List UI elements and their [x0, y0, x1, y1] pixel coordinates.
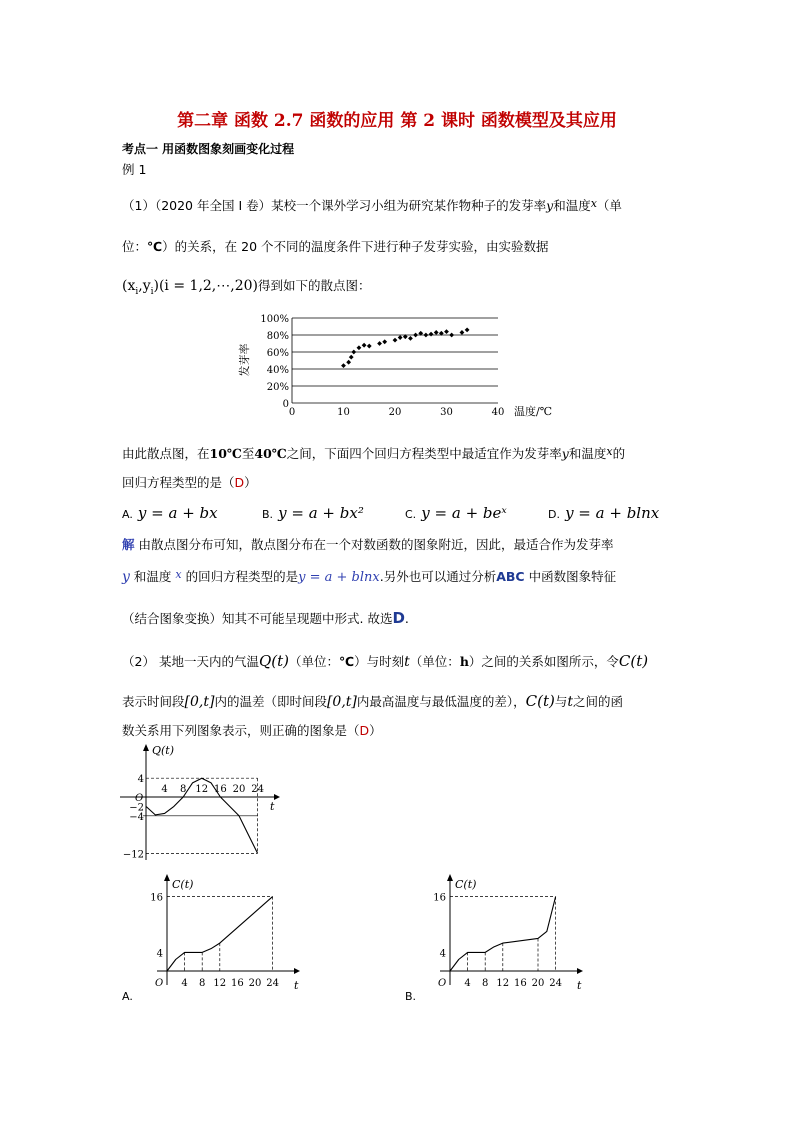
- q1-answer: D: [234, 475, 245, 490]
- scatter-ytick-label: 40%: [266, 365, 289, 376]
- scatter-point: [393, 338, 398, 343]
- scatter-xtick-label: 20: [388, 407, 402, 418]
- scatter-chart: [230, 308, 570, 420]
- ct-xlabel: t: [294, 979, 299, 992]
- qt-xtick-label: 12: [195, 784, 209, 795]
- q1-option-a: A. y = a + bx: [122, 504, 218, 522]
- scatter-point: [346, 360, 351, 365]
- scatter-point: [444, 329, 449, 334]
- q1-line2: 位：℃）的关系，在 20 个不同的温度条件下进行种子发芽实验，由实验数据: [122, 239, 549, 254]
- scatter-point: [357, 345, 362, 350]
- scatter-point: [429, 332, 434, 337]
- scatter-xtick-label: 30: [440, 407, 453, 418]
- scatter-point: [424, 333, 429, 338]
- q1-option-c: C. y = a + beˣ: [405, 504, 507, 522]
- ct-graph-a: [122, 872, 312, 992]
- scatter-point: [408, 336, 413, 341]
- data-expression: $(x_i,y_i)(i$ = 1,2,⋯,20): [122, 278, 258, 297]
- scatter-point: [362, 343, 367, 348]
- qt-ytick-label: −4: [129, 811, 144, 823]
- ct-ytick-label: 4: [439, 948, 446, 960]
- scatter-ylabel: 发芽率: [238, 343, 251, 377]
- scatter-point: [377, 341, 382, 346]
- q1-solution-line2: y 和温度 x 的回归方程类型的是y = a + blnx.另外也可以通过分析ABC 中函数图象特征: [122, 568, 617, 585]
- ct-xtick-label: 16: [231, 978, 244, 989]
- ct-graph-b: [405, 872, 595, 992]
- qt-ytick-label: 4: [137, 774, 144, 786]
- qt-xaxis-arrow: [274, 794, 280, 800]
- scatter-ytick-label: 20%: [266, 382, 289, 393]
- scatter-point: [341, 363, 346, 368]
- ct-ytick-label: 16: [150, 892, 163, 904]
- ct-origin: O: [438, 978, 447, 989]
- section-heading: 考点一 用函数图象刻画变化过程: [122, 142, 295, 156]
- qt-xtick-label: 24: [251, 784, 264, 795]
- ct-ytick-label: 4: [156, 948, 163, 960]
- q2-line2: 表示时间段[0,t]内的温差（即时间段[0,t]内最高温度与最低温度的差），C(t)与t之间的函: [122, 692, 624, 710]
- q1-question-line1: 由此散点图，在10℃至40℃之间，下面四个回归方程类型中最适宜作为发芽率y和温度x的: [122, 445, 626, 461]
- ct-xtick-label: 16: [514, 978, 527, 989]
- option-a-label: A.: [122, 990, 133, 1003]
- qt-ytick-label: −12: [122, 849, 144, 861]
- ct-xtick-label: 24: [549, 978, 562, 989]
- scatter-point: [413, 333, 418, 338]
- q1-solution-line1: 解 由散点图分布可知，散点图分布在一个对数函数的图象附近，因此，最适合作为发芽率: [122, 537, 614, 552]
- ct-ylabel: C(t): [455, 878, 477, 891]
- q1-line3: $(x_i,y_i)(i$ = 1,2,⋯,20)得到如下的散点图：: [122, 278, 371, 297]
- scatter-ytick-label: 60%: [266, 348, 289, 359]
- qt-xtick-label: 4: [161, 784, 168, 795]
- qt-origin: O: [135, 793, 144, 804]
- q1-line1: （1）（2020 年全国 I 卷）某校一个课外学习小组为研究某作物种子的发芽率y和温度x（单: [122, 197, 622, 213]
- qt-xtick-label: 16: [214, 784, 227, 795]
- ct-xaxis-arrow: [294, 968, 300, 974]
- ct-xtick-label: 12: [496, 978, 510, 989]
- ct-xaxis-arrow: [577, 968, 583, 974]
- ct-xtick-label: 24: [266, 978, 279, 989]
- scatter-ytick-label: 0: [282, 399, 289, 410]
- scatter-xtick-label: 0: [288, 407, 296, 418]
- q1-solution-line3: （结合图象变换）知其不可能呈现题中形式. 故选D.: [122, 609, 409, 627]
- scatter-xlabel: 温度/℃: [514, 405, 553, 418]
- scatter-point: [367, 344, 372, 349]
- q2-answer: D: [359, 723, 370, 738]
- solution-tag: 解: [122, 537, 135, 552]
- ct-xtick-label: 20: [531, 978, 545, 989]
- q1-option-d: D. y = a + blnx: [548, 504, 660, 522]
- scatter-point: [382, 339, 387, 344]
- page-title: 第二章 函数 2.7 函数的应用 第 2 课时 函数模型及其应用: [177, 111, 617, 131]
- qt-yaxis-arrow: [143, 744, 149, 751]
- example-label: 例 1: [122, 162, 147, 177]
- qt-xtick-label: 8: [180, 784, 187, 795]
- qt-xtick-label: 20: [232, 784, 246, 795]
- scatter-point: [449, 333, 454, 338]
- scatter-point: [465, 328, 470, 333]
- ct-ytick-label: 16: [433, 892, 446, 904]
- ct-xtick-label: 12: [213, 978, 227, 989]
- scatter-point: [434, 330, 439, 335]
- scatter-point: [460, 330, 465, 335]
- scatter-ytick-label: 100%: [260, 314, 289, 325]
- q2-line3: 数关系用下列图象表示，则正确的图象是（D）: [122, 723, 382, 738]
- ct-yaxis-arrow: [447, 874, 453, 881]
- q1-question-line2: 回归方程类型的是（D）: [122, 475, 257, 490]
- qt-ylabel: Q(t): [152, 744, 175, 757]
- qt-xlabel: t: [270, 800, 275, 813]
- ct-xtick-label: 4: [181, 978, 188, 989]
- q2-line1: （2） 某地一天内的气温Q(t)（单位：℃）与时刻t（单位：h）之间的关系如图所示，令C(t): [122, 652, 649, 670]
- ct-xtick-label: 8: [199, 978, 206, 989]
- ct-yaxis-arrow: [164, 874, 170, 881]
- ct-xtick-label: 8: [482, 978, 489, 989]
- scatter-xtick-label: 40: [491, 407, 505, 418]
- scatter-xtick-label: 10: [337, 407, 350, 418]
- scatter-point: [351, 350, 356, 355]
- q1-option-b: B. y = a + bx²: [262, 504, 364, 522]
- scatter-ytick-label: 80%: [266, 331, 289, 342]
- scatter-point: [349, 355, 354, 360]
- option-b-label: B.: [405, 990, 417, 1003]
- qt-graph: [118, 742, 288, 862]
- ct-ylabel: C(t): [172, 878, 194, 891]
- ct-xtick-label: 20: [248, 978, 262, 989]
- scatter-point: [398, 335, 403, 340]
- ct-xtick-label: 4: [464, 978, 471, 989]
- qt-ytick-label: −2: [129, 802, 144, 814]
- ct-origin: O: [155, 978, 164, 989]
- ct-xlabel: t: [577, 979, 582, 992]
